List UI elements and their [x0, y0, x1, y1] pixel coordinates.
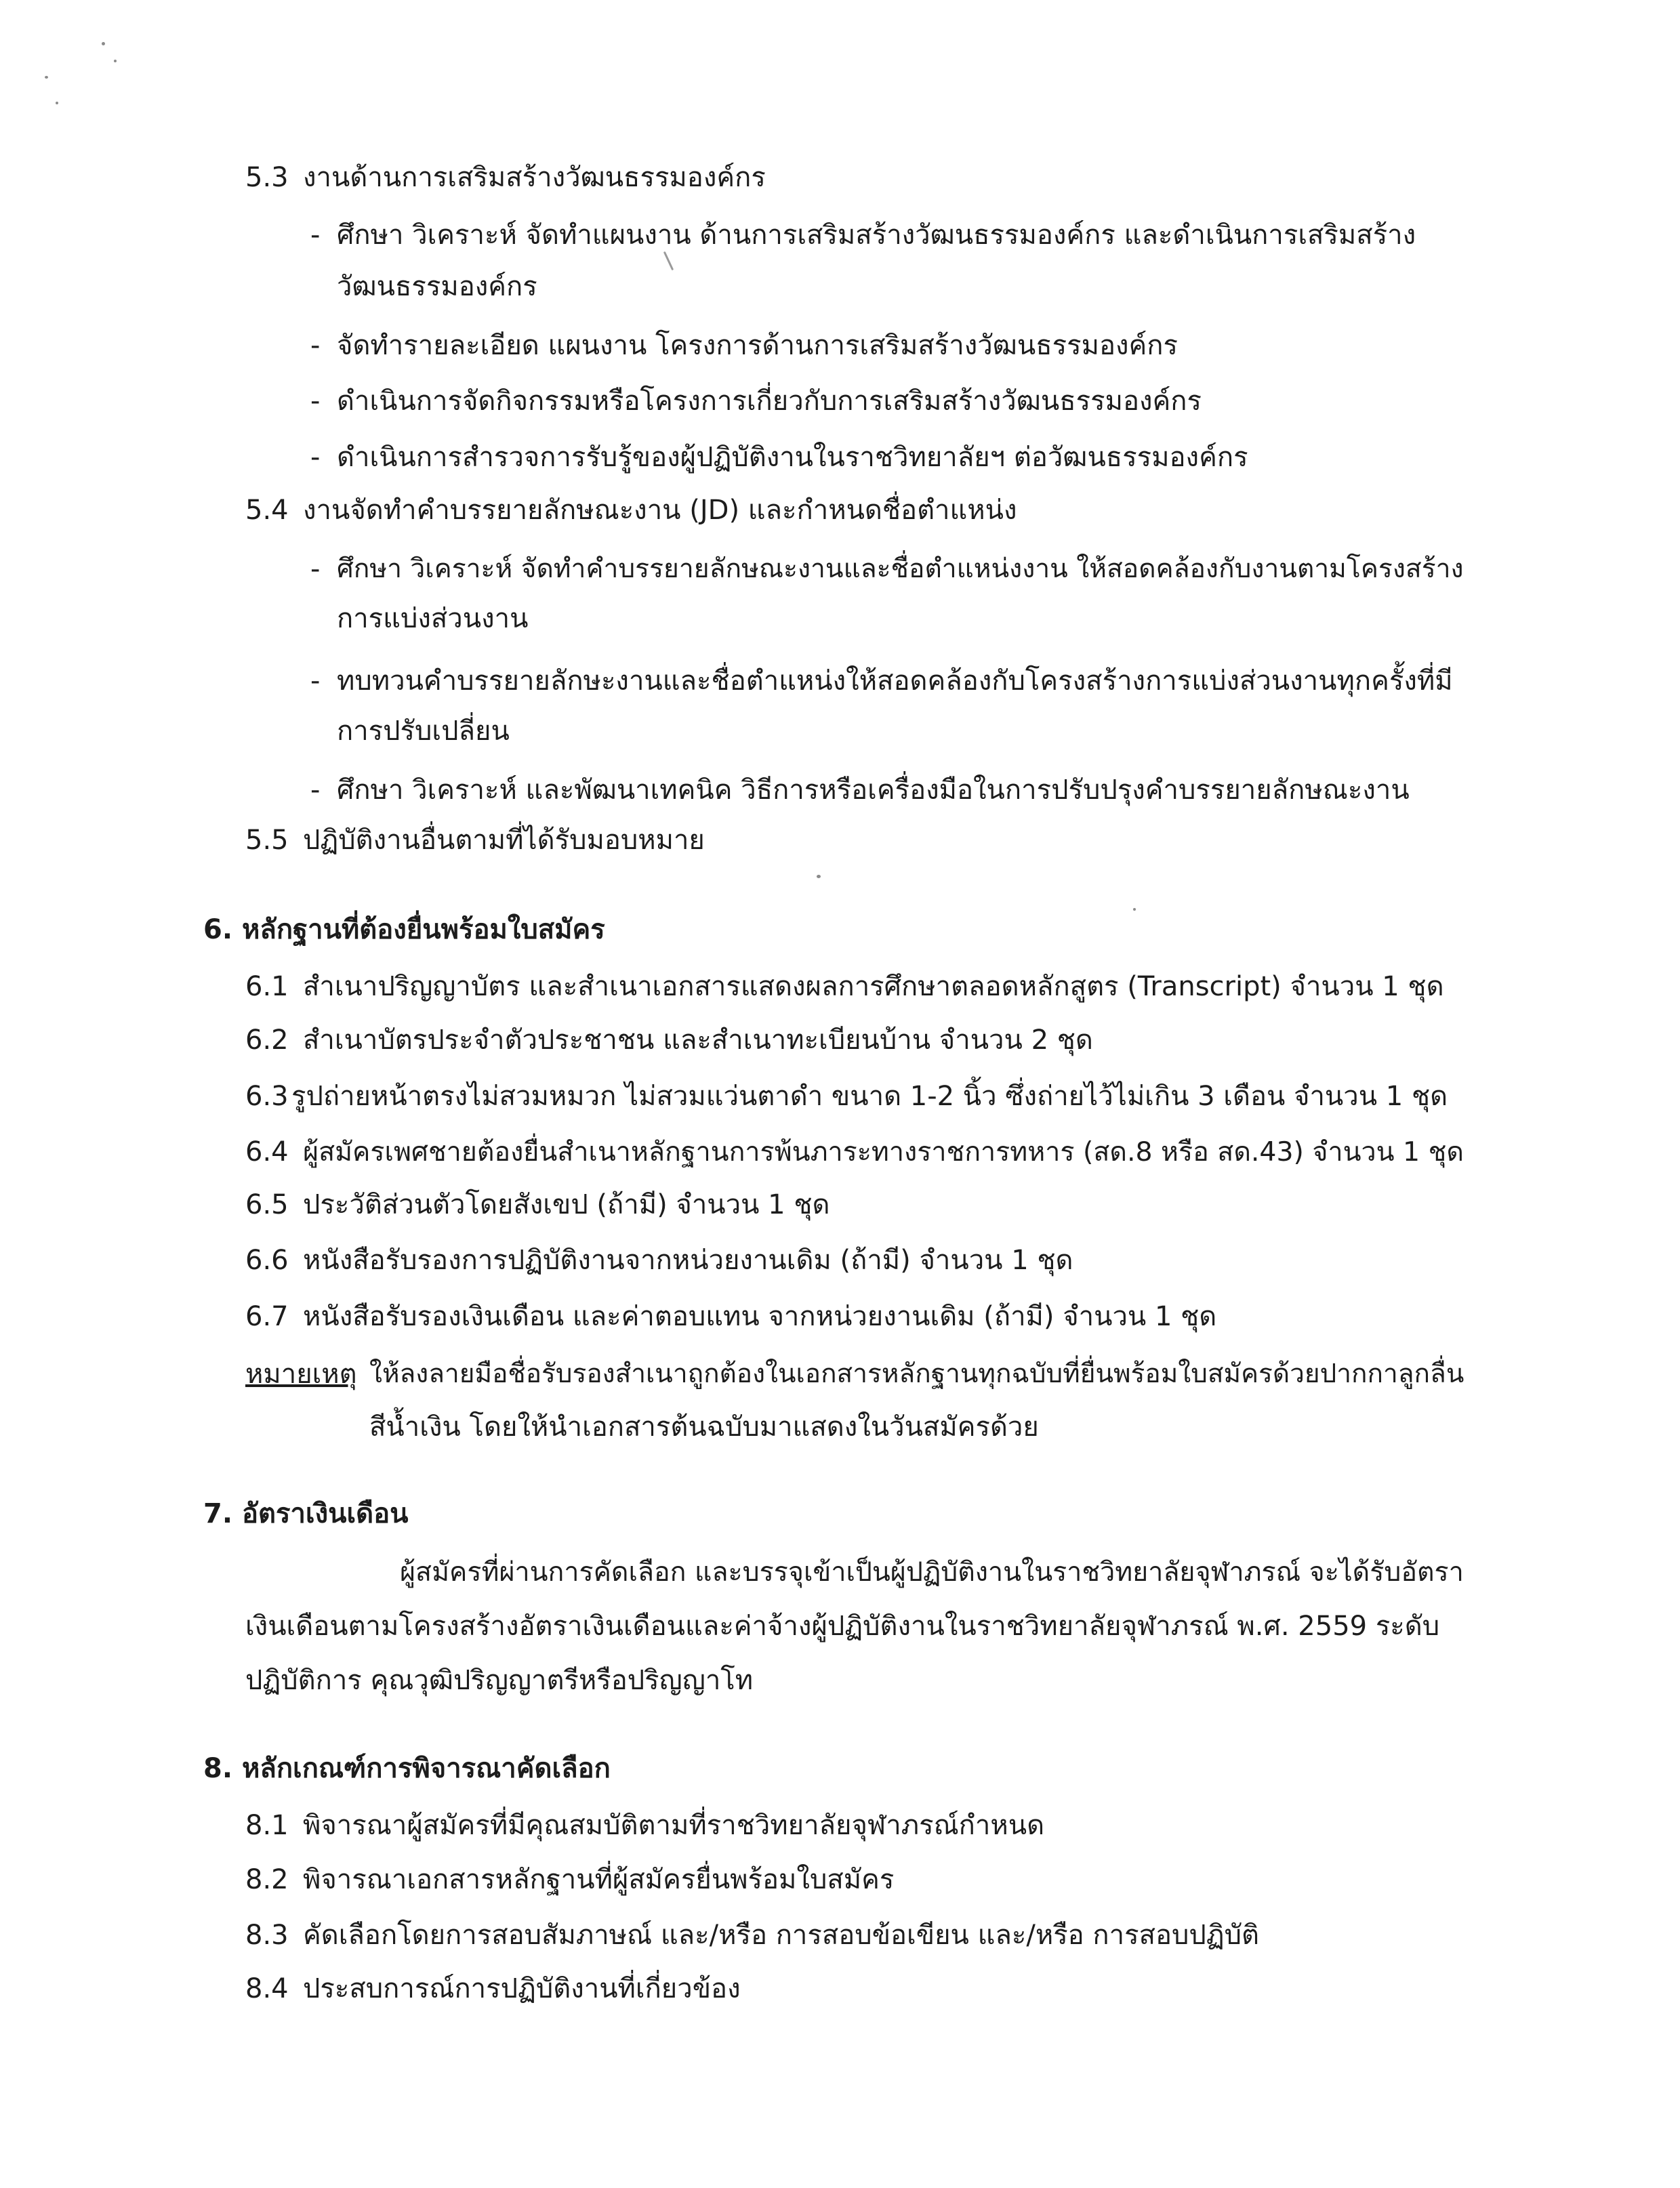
section-heading: 8. หลักเกณฑ์การพิจารณาคัดเลือก [203, 1753, 611, 1784]
section-heading: 7. อัตราเงินเดือน [203, 1498, 409, 1529]
bullet-text: ศึกษา วิเคราะห์ จัดทำคำบรรยายลักษณะงานและชื่อตำแหน่งงาน ให้สอดคล้องกับงานตามโครงสร้าง [337, 554, 1464, 584]
bullet-text-cont: การแบ่งส่วนงาน [337, 603, 529, 634]
bullet-dash: - [310, 665, 321, 697]
item-number: 6.5 [245, 1189, 289, 1220]
item-number: 5.4 [245, 495, 289, 526]
bullet-dash: - [310, 386, 321, 417]
bullet-text: ดำเนินการจัดกิจกรรมหรือโครงการเกี่ยวกับการเสริมสร้างวัฒนธรรมองค์กร [337, 386, 1202, 417]
item-number: 5.5 [245, 825, 289, 856]
scan-speck [817, 875, 821, 878]
subsection-title: งานจัดทำคำบรรยายลักษณะงาน (JD) และกำหนดชื่อตำแหน่ง [303, 495, 1017, 526]
bullet-text-cont: วัฒนธรรมองค์กร [337, 271, 537, 302]
list-item: หนังสือรับรองเงินเดือน และค่าตอบแทน จากหน่วยงานเดิม (ถ้ามี) จำนวน 1 ชุด [303, 1301, 1217, 1332]
subsection-title: งานด้านการเสริมสร้างวัฒนธรรมองค์กร [303, 162, 766, 193]
bullet-dash: - [310, 554, 321, 585]
list-item: พิจารณาเอกสารหลักฐานที่ผู้สมัครยื่นพร้อมใบสมัคร [303, 1864, 895, 1895]
list-item: คัดเลือกโดยการสอบสัมภาษณ์ และ/หรือ การสอบข้อเขียน และ/หรือ การสอบปฏิบัติ [303, 1920, 1260, 1951]
bullet-dash: - [310, 442, 321, 473]
bullet-text: ศึกษา วิเคราะห์ จัดทำแผนงาน ด้านการเสริมสร้างวัฒนธรรมองค์กร และดำเนินการเสริมสร้าง [337, 220, 1416, 251]
list-item: ประสบการณ์การปฏิบัติงานที่เกี่ยวข้อง [303, 1973, 741, 2004]
bullet-text: ดำเนินการสำรวจการรับรู้ของผู้ปฏิบัติงานในราชวิทยาลัยฯ ต่อวัฒนธรรมองค์กร [337, 442, 1248, 473]
item-number: 6.2 [245, 1025, 289, 1056]
bullet-dash: - [310, 330, 321, 361]
list-item: หนังสือรับรองการปฏิบัติงานจากหน่วยงานเดิม (ถ้ามี) จำนวน 1 ชุด [303, 1245, 1073, 1276]
paragraph-line: ผู้สมัครที่ผ่านการคัดเลือก และบรรจุเข้าเป็นผู้ปฏิบัติงานในราชวิทยาลัยจุฬาภรณ์ จะได้รับอัตรา [400, 1556, 1464, 1588]
list-item: สำเนาบัตรประจำตัวประชาชน และสำเนาทะเบียนบ้าน จำนวน 2 ชุด [303, 1025, 1093, 1056]
bullet-dash: - [310, 775, 321, 806]
list-item: ประวัติส่วนตัวโดยสังเขป (ถ้ามี) จำนวน 1 ชุด [303, 1189, 830, 1220]
item-number: 5.3 [245, 162, 289, 193]
item-number: 6.7 [245, 1301, 289, 1332]
item-number: 8.1 [245, 1810, 289, 1841]
note-text-cont: สีน้ำเงิน โดยให้นำเอกสารต้นฉบับมาแสดงในวันสมัครด้วย [369, 1411, 1039, 1443]
bullet-text-cont: การปรับเปลี่ยน [337, 716, 510, 747]
section-heading: 6. หลักฐานที่ต้องยื่นพร้อมใบสมัคร [203, 914, 605, 945]
scan-speck [56, 102, 58, 104]
item-number: 6.1 [245, 971, 289, 1002]
bullet-text: จัดทำรายละเอียด แผนงาน โครงการด้านการเสริมสร้างวัฒนธรรมองค์กร [337, 330, 1178, 361]
paragraph-line: ปฏิบัติการ คุณวุฒิปริญญาตรีหรือปริญญาโท [245, 1665, 754, 1696]
item-number: 8.4 [245, 1973, 289, 2004]
item-number: 8.3 [245, 1920, 289, 1951]
note-text: ให้ลงลายมือชื่อรับรองสำเนาถูกต้องในเอกสารหลักฐานทุกฉบับที่ยื่นพร้อมใบสมัครด้วยปากกาลูกลื่น [369, 1359, 1464, 1389]
paragraph-line: เงินเดือนตามโครงสร้างอัตราเงินเดือนและค่าจ้างผู้ปฏิบัติงานในราชวิทยาลัยจุฬาภรณ์ พ.ศ. 2559 ระดับ [245, 1611, 1440, 1642]
scan-speck [114, 60, 117, 62]
item-number: 6.4 [245, 1136, 289, 1168]
bullet-dash: - [310, 220, 321, 251]
list-item: ผู้สมัครเพศชายต้องยื่นสำเนาหลักฐานการพ้นภาระทางราชการทหาร (สด.8 หรือ สด.43) จำนวน 1 ชุด [303, 1136, 1464, 1168]
scan-speck [45, 76, 48, 79]
list-item: รูปถ่ายหน้าตรงไม่สวมหมวก ไม่สวมแว่นตาดำ ขนาด 1-2 นิ้ว ซึ่งถ่ายไว้ไม่เกิน 3 เดือน จำนวน 1 ชุด [291, 1081, 1448, 1112]
item-number: 6.6 [245, 1245, 289, 1276]
list-item: สำเนาปริญญาบัตร และสำเนาเอกสารแสดงผลการศึกษาตลอดหลักสูตร (Transcript) จำนวน 1 ชุด [303, 971, 1444, 1002]
list-item: พิจารณาผู้สมัครที่มีคุณสมบัติตามที่ราชวิทยาลัยจุฬาภรณ์กำหนด [303, 1810, 1045, 1841]
item-number: 6.3 [245, 1081, 289, 1112]
scan-speck [102, 42, 105, 45]
bullet-text: ศึกษา วิเคราะห์ และพัฒนาเทคนิค วิธีการหรือเครื่องมือในการปรับปรุงคำบรรยายลักษณะงาน [337, 775, 1410, 806]
note-label: หมายเหตุ [245, 1359, 357, 1390]
bullet-text: ทบทวนคำบรรยายลักษะงานและชื่อตำแหน่งให้สอดคล้องกับโครงสร้างการแบ่งส่วนงานทุกครั้งที่มี [337, 665, 1453, 697]
subsection-title: ปฏิบัติงานอื่นตามที่ได้รับมอบหมาย [303, 825, 705, 856]
item-number: 8.2 [245, 1864, 289, 1895]
scan-speck [1133, 908, 1136, 911]
